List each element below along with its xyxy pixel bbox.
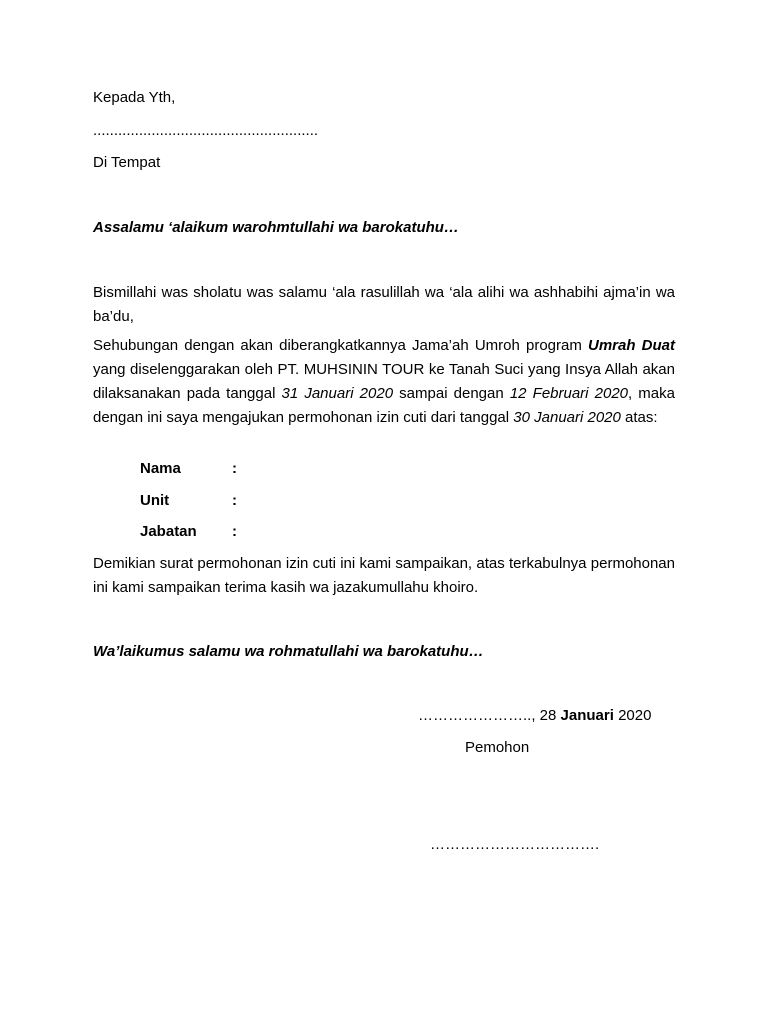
signature-name-dots: …………………………….: [430, 836, 600, 853]
recipient-name-dots: ......................................................: [93, 122, 319, 139]
date-end: 12 Februari 2020: [509, 385, 629, 402]
body-text-b: yang diselenggarakan oleh PT. MUHSININ TOUR ke Tanah Suci yang Insya Allah akan dilaksanakan pada tanggal: [93, 361, 675, 402]
field-row-unit: [140, 489, 440, 513]
signature-date-month: Januari: [560, 707, 614, 724]
signature-role: [465, 736, 529, 760]
field-colon: :: [232, 492, 237, 509]
opening-salam-text: Assalamu ‘alaikum warohmtullahi wa barokatuhu…: [93, 219, 459, 236]
program-name: Umrah Duat: [588, 337, 675, 354]
recipient-greeting-text: Kepada Yth,: [93, 89, 176, 106]
field-label-unit: Unit: [140, 492, 170, 509]
field-label-jabatan: Jabatan: [140, 523, 197, 540]
closing-paragraph: [93, 552, 675, 600]
date-start: 31 Januari 2020: [281, 385, 394, 402]
body-text-d: , maka dengan ini saya mengajukan permohonan izin cuti dari tanggal: [93, 385, 675, 426]
opening-paragraph: [93, 281, 675, 329]
recipient-place-text: Di Tempat: [93, 154, 161, 171]
recipient-place: [93, 151, 675, 175]
opening-paragraph-text: Bismillahi was sholatu was salamu ‘ala rasulillah wa ‘ala alihi wa ashhabihi ajma’in wa ba’du,: [93, 284, 675, 325]
field-colon: :: [232, 523, 237, 540]
field-label-nama: Nama: [140, 460, 181, 477]
signature-date-year: 2020: [618, 707, 652, 724]
closing-salam: [93, 640, 675, 664]
field-row-jabatan: [140, 520, 440, 544]
closing-salam-text: Wa’laikumus salamu wa rohmatullahi wa barokatuhu…: [93, 643, 484, 660]
opening-salam: [93, 216, 675, 240]
recipient-name-placeholder: [93, 119, 675, 143]
signature-place-dots: …………………..,: [418, 707, 540, 724]
field-colon: :: [232, 460, 237, 477]
recipient-greeting: [93, 86, 675, 110]
signature-role-text: Pemohon: [465, 739, 530, 756]
closing-paragraph-text: Demikian surat permohonan izin cuti ini kami sampaikan, atas terkabulnya permohonan ini kami sampaikan terima kasih wa jazakumullahu khoiro.: [93, 555, 675, 596]
body-paragraph: [93, 334, 675, 430]
body-text-a: Sehubungan dengan akan diberangkatkannya Jama’ah Umroh program: [93, 337, 588, 354]
date-leave: 30 Januari 2020: [513, 409, 621, 426]
signature-name-placeholder: [430, 833, 599, 857]
signature-date-line: [418, 704, 651, 728]
body-text-c: sampai dengan: [393, 385, 510, 402]
body-text-e: atas:: [620, 409, 658, 426]
signature-date-day: 28: [539, 707, 557, 724]
field-row-nama: [140, 457, 440, 481]
